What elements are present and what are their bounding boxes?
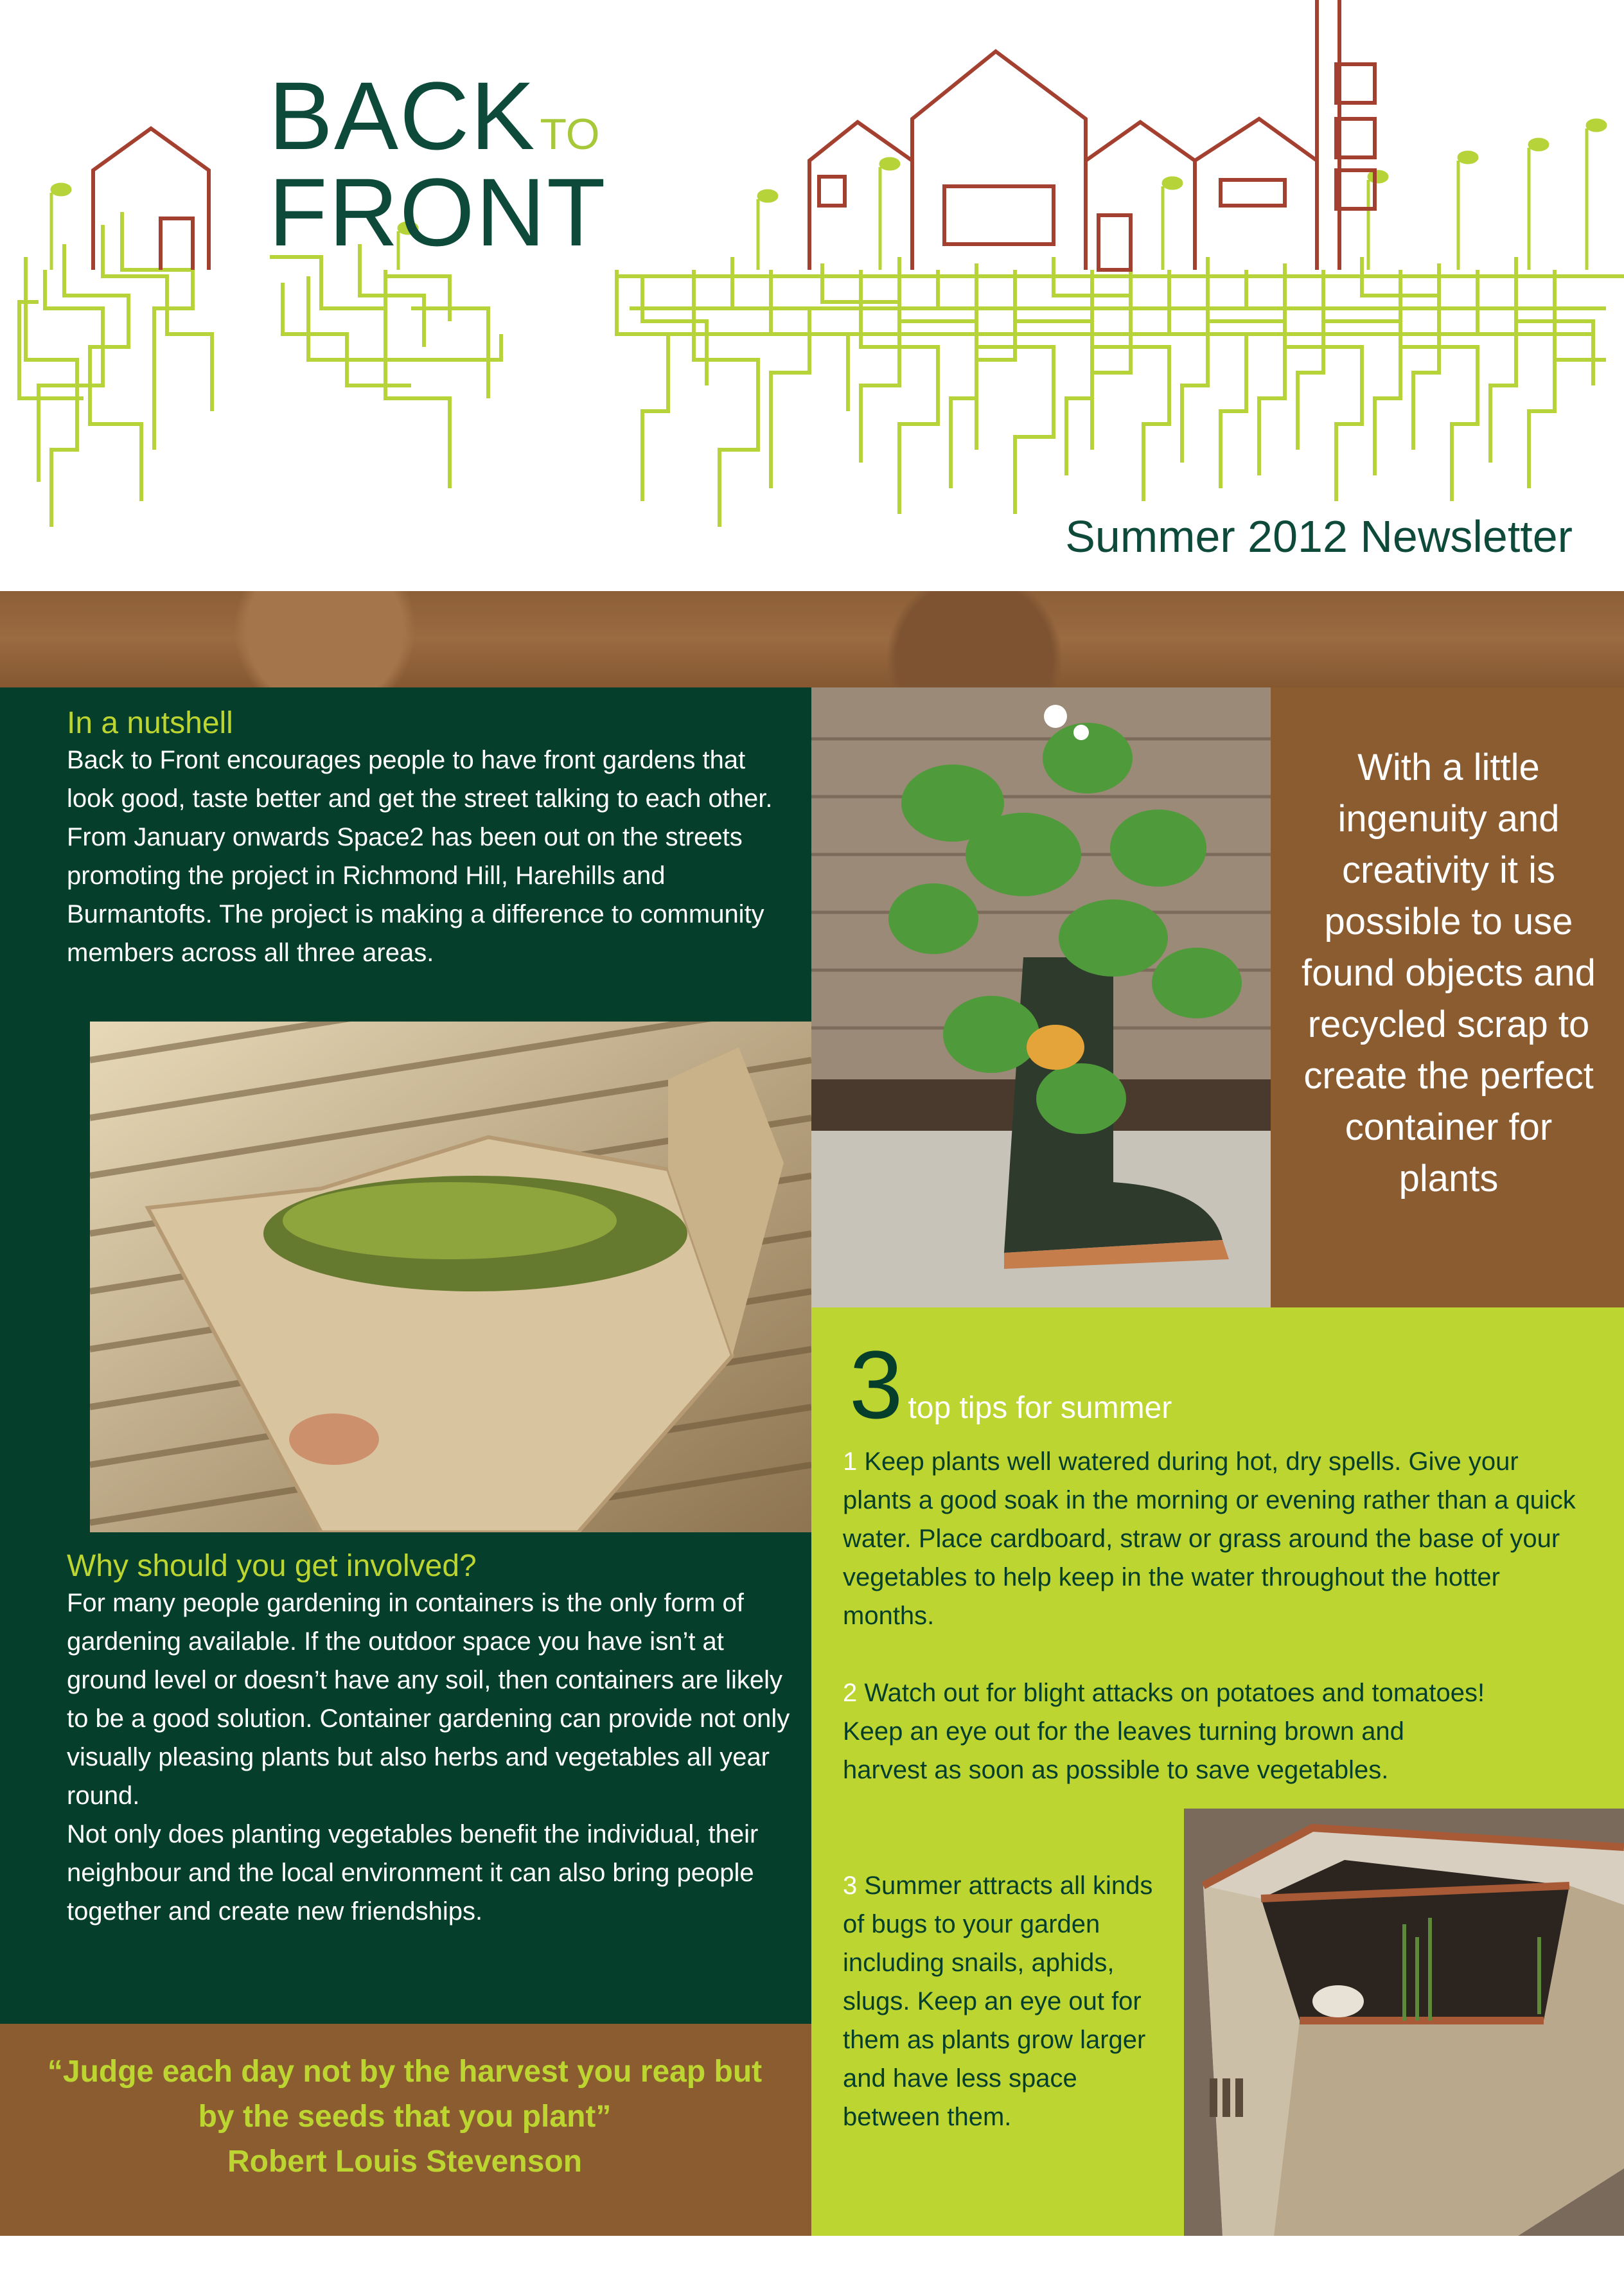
newsletter-title: Summer 2012 Newsletter xyxy=(1065,511,1573,562)
tip-3-text: Summer attracts all kinds of bugs to your garden including snails, aphids, slugs. Keep an eye out for them as plants grow larger and have less space between them. xyxy=(843,1872,1153,2131)
quote-block xyxy=(26,2049,784,2184)
tip-1-number: 1 xyxy=(843,1447,858,1476)
tip-1-text: Keep plants well watered during hot, dry spells. Give your plants a good soak in the morning or evening rather than a quick water. Place cardboard, straw or grass around the base of your vegetables to help keep in the water throughout the hotter months. xyxy=(843,1447,1576,1630)
newspaper-pot-photo xyxy=(90,1022,811,1532)
footer-strip xyxy=(0,2236,1624,2284)
nutshell-heading: In a nutshell xyxy=(67,706,233,740)
houses-roots-illustration xyxy=(0,0,1624,591)
logo-back: BACK xyxy=(269,62,536,170)
quote-author: Robert Louis Stevenson xyxy=(227,2145,583,2179)
tip-2 xyxy=(843,1674,1485,1789)
boot-planter-image xyxy=(811,687,1271,1307)
boot-planter-photo xyxy=(811,687,1271,1307)
logo xyxy=(269,62,607,266)
quote-text: “Judge each day not by the harvest you reap but by the seeds that you plant” xyxy=(47,2055,763,2134)
tip-2-number: 2 xyxy=(843,1679,858,1707)
roots-lines xyxy=(19,212,1624,527)
involved-heading: Why should you get involved? xyxy=(67,1549,477,1583)
involved-section xyxy=(67,1548,793,1931)
crate-planter-image xyxy=(1184,1809,1624,2236)
tips-big-number: 3 xyxy=(849,1331,903,1439)
tip-3-number: 3 xyxy=(843,1872,858,1900)
nutshell-section xyxy=(67,705,786,972)
logo-front: FRONT xyxy=(269,158,607,266)
tip-1 xyxy=(843,1442,1588,1635)
pullquote-text: With a little ingenuity and creativity it is possible to use found objects and recycled scrap to create the perfect container for plants xyxy=(1302,747,1596,1200)
header-banner xyxy=(0,0,1624,591)
tips-header xyxy=(849,1331,1172,1439)
logo-to: TO xyxy=(540,110,600,159)
tip-3 xyxy=(843,1866,1177,2136)
involved-para-2: Not only does planting vegetables benefit the individual, their neighbour and the local environment it can also bring people together and create new friendships. xyxy=(67,1820,759,1925)
nutshell-body: Back to Front encourages people to have front gardens that look good, taste better and get the street talking to each other. From January onwards Space2 has been out on the streets promoting the project in Richmond Hill, Harehills and Burmantofts. The project is making a difference to community members across all three areas. xyxy=(67,746,773,967)
soil-band xyxy=(0,591,1624,687)
tip-2-text: Watch out for blight attacks on potatoes and tomatoes! Keep an eye out for the leaves turning brown and harvest as soon as possible to save vegetables. xyxy=(843,1679,1485,1784)
newspaper-pot-image xyxy=(90,1022,811,1532)
tips-heading: top tips for summer xyxy=(908,1391,1172,1425)
crate-planter-photo xyxy=(1184,1809,1624,2236)
involved-para-1: For many people gardening in containers is the only form of gardening available. If the outdoor space you have isn’t at ground level or doesn’t have any soil, then containers are likely to be a good solution. Container gardening can provide not only visually pleasing plants but also herbs and vegetables all year round. xyxy=(67,1589,790,1810)
